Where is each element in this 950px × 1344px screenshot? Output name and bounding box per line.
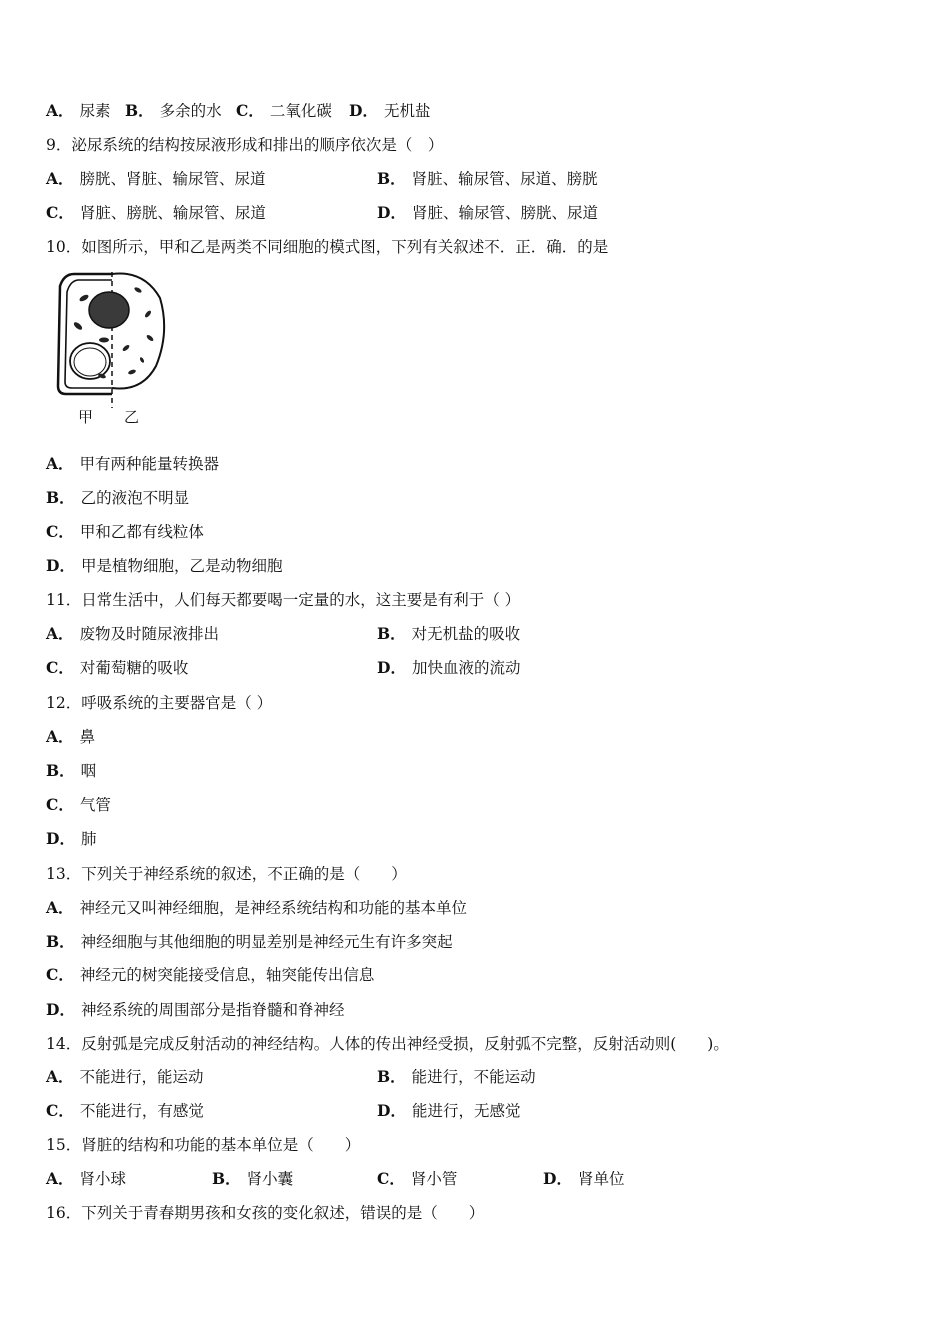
option-text: 肺 bbox=[80, 830, 97, 848]
q13-question: 13．下列关于神经系统的叙述，不正确的是（ ） bbox=[46, 865, 407, 883]
q14-option-c bbox=[46, 1099, 377, 1123]
option-text: 肾小球 bbox=[79, 1170, 127, 1188]
option-letter: A． bbox=[46, 898, 74, 917]
q8-option-d bbox=[349, 99, 430, 123]
q11-options-row-1 bbox=[46, 622, 520, 646]
option-letter: C． bbox=[46, 795, 74, 814]
option-text: 对无机盐的吸收 bbox=[411, 625, 521, 643]
q8-option-a bbox=[46, 99, 125, 123]
cell-diagram bbox=[52, 268, 170, 428]
option-text: 咽 bbox=[80, 762, 97, 780]
option-text: 气管 bbox=[79, 796, 111, 814]
option-letter: D． bbox=[46, 556, 75, 575]
option-text: 甲和乙都有线粒体 bbox=[79, 523, 204, 541]
option-letter: B． bbox=[377, 1067, 406, 1086]
option-text: 多余的水 bbox=[159, 102, 222, 120]
q14-option-b bbox=[377, 1065, 536, 1089]
q11-question: 11．日常生活中，人们每天都要喝一定量的水，这主要是有利于（ ） bbox=[46, 591, 521, 609]
q12-option-b bbox=[46, 759, 96, 783]
q12-option-c bbox=[46, 793, 111, 817]
option-text: 肾单位 bbox=[577, 1170, 625, 1188]
option-text: 对葡萄糖的吸收 bbox=[79, 659, 189, 677]
option-letter: A． bbox=[46, 169, 74, 188]
option-text: 甲有两种能量转换器 bbox=[79, 455, 220, 473]
q9-question: 9．泌尿系统的结构按尿液形成和排出的顺序依次是（ ） bbox=[46, 136, 444, 154]
option-letter: C． bbox=[46, 522, 74, 541]
option-letter: D． bbox=[543, 1169, 572, 1188]
option-text: 神经元的树突能接受信息，轴突能传出信息 bbox=[79, 966, 375, 984]
option-text: 二氧化碳 bbox=[269, 102, 332, 120]
q10-option-c bbox=[46, 520, 204, 544]
option-letter: C． bbox=[46, 965, 74, 984]
q10-option-d bbox=[46, 554, 282, 578]
q11-option-c bbox=[46, 656, 377, 680]
option-letter: A． bbox=[46, 727, 74, 746]
option-letter: B． bbox=[46, 932, 75, 951]
q10-question: 10．如图所示，甲和乙是两类不同细胞的模式图，下列有关叙述不．正．确．的是 bbox=[46, 238, 609, 256]
option-letter: B． bbox=[377, 624, 406, 643]
option-text: 肾脏、膀胱、输尿管、尿道 bbox=[79, 204, 266, 222]
option-text: 不能进行，有感觉 bbox=[79, 1102, 204, 1120]
option-text: 鼻 bbox=[79, 728, 96, 746]
q12-question: 12．呼吸系统的主要器官是（ ） bbox=[46, 694, 273, 712]
option-letter: A． bbox=[46, 101, 74, 120]
option-text: 神经细胞与其他细胞的明显差别是神经元生有许多突起 bbox=[80, 933, 453, 951]
option-text: 不能进行，能运动 bbox=[79, 1068, 204, 1086]
q16-question: 16．下列关于青春期男孩和女孩的变化叙述，错误的是（ ） bbox=[46, 1204, 485, 1222]
option-letter: A． bbox=[46, 454, 74, 473]
q15-option-d bbox=[543, 1167, 624, 1191]
option-letter: A． bbox=[46, 624, 74, 643]
q14-options-row-1 bbox=[46, 1065, 536, 1089]
q11-option-a bbox=[46, 622, 377, 646]
option-letter: C． bbox=[46, 658, 74, 677]
option-letter: D． bbox=[349, 101, 378, 120]
option-letter: A． bbox=[46, 1169, 74, 1188]
q8-option-b bbox=[125, 99, 236, 123]
q9-option-a bbox=[46, 167, 377, 191]
q9-option-d bbox=[377, 201, 598, 225]
option-letter: C． bbox=[377, 1169, 405, 1188]
option-text: 无机盐 bbox=[383, 102, 431, 120]
q12-option-a bbox=[46, 725, 95, 749]
option-text: 肾小囊 bbox=[246, 1170, 294, 1188]
q15-option-c bbox=[377, 1167, 543, 1191]
q10-option-a bbox=[46, 452, 219, 476]
q11-options-row-2 bbox=[46, 656, 520, 680]
option-text: 肾小管 bbox=[410, 1170, 458, 1188]
q14-option-d bbox=[377, 1099, 520, 1123]
q11-option-b bbox=[377, 622, 520, 646]
q9-option-c bbox=[46, 201, 377, 225]
q9-options-row-2 bbox=[46, 201, 598, 225]
option-text: 能进行，无感觉 bbox=[411, 1102, 521, 1120]
option-letter: B． bbox=[212, 1169, 241, 1188]
option-text: 肾脏、输尿管、尿道、膀胱 bbox=[411, 170, 598, 188]
option-letter: D． bbox=[377, 658, 406, 677]
q8-options-row bbox=[46, 99, 430, 123]
q14-question: 14．反射弧是完成反射活动的神经结构。人体的传出神经受损，反射弧不完整，反射活动则( )。 bbox=[46, 1035, 729, 1053]
q13-option-c bbox=[46, 963, 374, 987]
q15-options-row bbox=[46, 1167, 624, 1191]
q13-option-a bbox=[46, 896, 467, 920]
q8-option-c bbox=[236, 99, 349, 123]
option-text: 乙的液泡不明显 bbox=[80, 489, 190, 507]
option-letter: C． bbox=[46, 203, 74, 222]
q14-options-row-2 bbox=[46, 1099, 520, 1123]
option-letter: B． bbox=[46, 761, 75, 780]
option-letter: A． bbox=[46, 1067, 74, 1086]
figure-label-jia: 甲 bbox=[78, 408, 94, 426]
q9-option-b bbox=[377, 167, 598, 191]
q15-option-b bbox=[212, 1167, 377, 1191]
option-text: 甲是植物细胞，乙是动物细胞 bbox=[80, 557, 283, 575]
q9-options-row-1 bbox=[46, 167, 598, 191]
option-letter: D． bbox=[46, 1000, 75, 1019]
option-letter: C． bbox=[236, 101, 264, 120]
option-letter: B． bbox=[125, 101, 154, 120]
option-letter: D． bbox=[46, 829, 75, 848]
option-letter: C． bbox=[46, 1101, 74, 1120]
option-letter: D． bbox=[377, 1101, 406, 1120]
option-text: 神经系统的周围部分是指脊髓和脊神经 bbox=[80, 1001, 345, 1019]
option-text: 尿素 bbox=[79, 102, 111, 120]
q15-option-a bbox=[46, 1167, 212, 1191]
q13-option-b bbox=[46, 930, 453, 954]
q14-option-a bbox=[46, 1065, 377, 1089]
q13-option-d bbox=[46, 998, 344, 1022]
q11-option-d bbox=[377, 656, 520, 680]
option-text: 膀胱、肾脏、输尿管、尿道 bbox=[79, 170, 266, 188]
q12-option-d bbox=[46, 827, 96, 851]
option-letter: B． bbox=[46, 488, 75, 507]
option-letter: D． bbox=[377, 203, 406, 222]
option-text: 加快血液的流动 bbox=[411, 659, 521, 677]
option-text: 神经元又叫神经细胞，是神经系统结构和功能的基本单位 bbox=[79, 899, 468, 917]
q15-question: 15．肾脏的结构和功能的基本单位是（ ） bbox=[46, 1136, 361, 1154]
option-text: 废物及时随尿液排出 bbox=[79, 625, 220, 643]
option-text: 能进行，不能运动 bbox=[411, 1068, 536, 1086]
q10-option-b bbox=[46, 486, 189, 510]
figure-label-yi: 乙 bbox=[124, 408, 140, 426]
cell-diagram-svg bbox=[52, 268, 170, 408]
option-letter: B． bbox=[377, 169, 406, 188]
option-text: 肾脏、输尿管、膀胱、尿道 bbox=[411, 204, 598, 222]
